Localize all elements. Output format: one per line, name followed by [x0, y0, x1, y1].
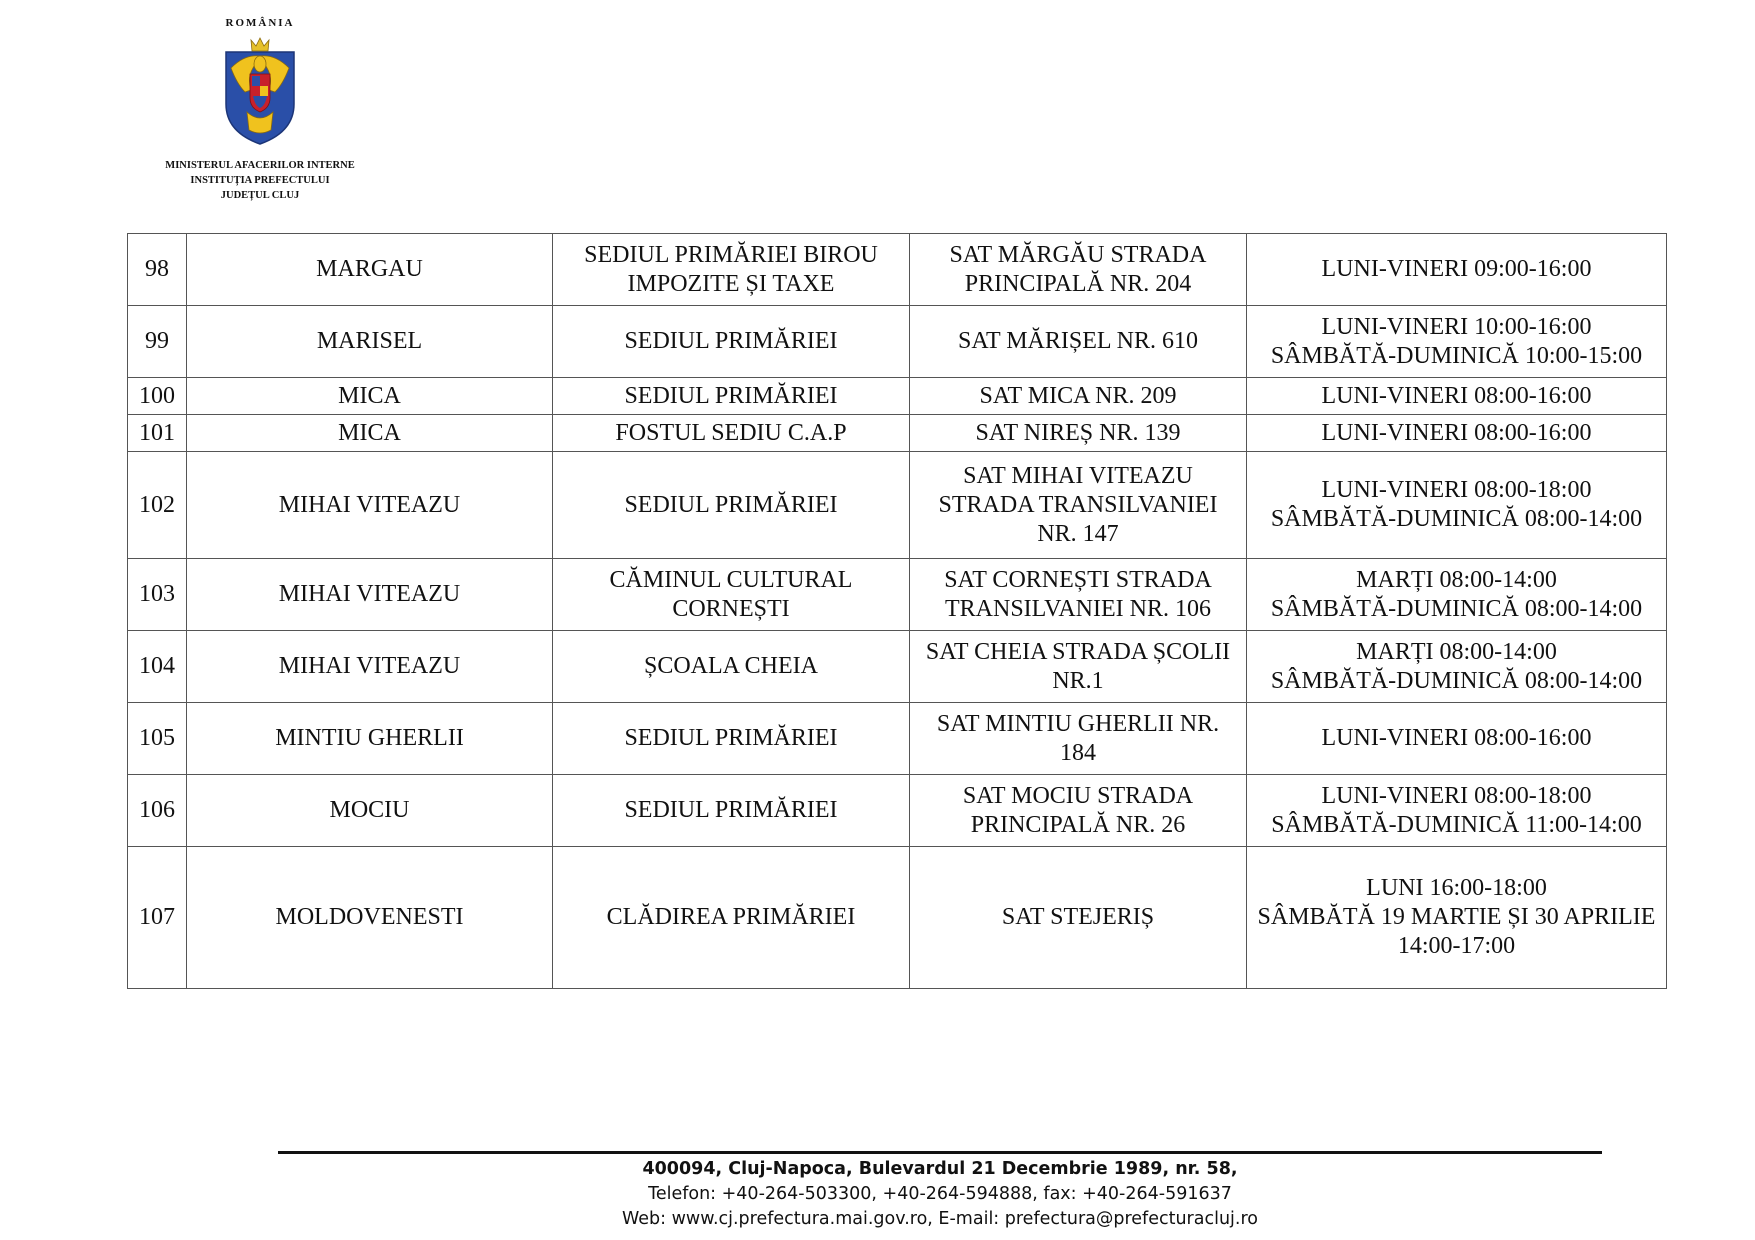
- schedule: MARȚI 08:00-14:00 SÂMBĂTĂ-DUMINICĂ 08:00-14:00: [1247, 559, 1667, 631]
- table-row: [128, 378, 1667, 415]
- address: SAT MIHAI VITEAZU STRADA TRANSILVANIEI NR. 147: [910, 452, 1247, 559]
- locality: MOCIU: [187, 775, 553, 847]
- row-number: 105: [128, 703, 187, 775]
- table-row: [128, 703, 1667, 775]
- address: SAT STEJERIȘ: [910, 847, 1247, 989]
- row-number: 99: [128, 306, 187, 378]
- venue: CLĂDIREA PRIMĂRIEI: [553, 847, 910, 989]
- coat-of-arms-icon: [223, 34, 297, 146]
- venue: FOSTUL SEDIU C.A.P: [553, 415, 910, 452]
- venue: SEDIUL PRIMĂRIEI: [553, 703, 910, 775]
- address: SAT MOCIU STRADA PRINCIPALĂ NR. 26: [910, 775, 1247, 847]
- locality: MARISEL: [187, 306, 553, 378]
- row-number: 103: [128, 559, 187, 631]
- row-number: 104: [128, 631, 187, 703]
- letterhead: [140, 16, 380, 203]
- schedule: LUNI-VINERI 08:00-18:00 SÂMBĂTĂ-DUMINICĂ 11:00-14:00: [1247, 775, 1667, 847]
- schedule: LUNI-VINERI 08:00-16:00: [1247, 703, 1667, 775]
- table-row: [128, 775, 1667, 847]
- venue: ȘCOALA CHEIA: [553, 631, 910, 703]
- schedule: LUNI 16:00-18:00 SÂMBĂTĂ 19 MARTIE ȘI 30 APRILIE 14:00-17:00: [1247, 847, 1667, 989]
- schedule: MARȚI 08:00-14:00 SÂMBĂTĂ-DUMINICĂ 08:00-14:00: [1247, 631, 1667, 703]
- row-number: 106: [128, 775, 187, 847]
- footer-address: 400094, Cluj-Napoca, Bulevardul 21 Decembrie 1989, nr. 58,: [642, 1159, 1238, 1179]
- locality: MIHAI VITEAZU: [187, 452, 553, 559]
- schedule: LUNI-VINERI 08:00-18:00 SÂMBĂTĂ-DUMINICĂ 08:00-14:00: [1247, 452, 1667, 559]
- address: SAT CHEIA STRADA ȘCOLII NR.1: [910, 631, 1247, 703]
- table-row: [128, 306, 1667, 378]
- venue: CĂMINUL CULTURAL CORNEȘTI: [553, 559, 910, 631]
- table-row: [128, 559, 1667, 631]
- row-number: 98: [128, 234, 187, 306]
- table-row: [128, 415, 1667, 452]
- locality: MINTIU GHERLII: [187, 703, 553, 775]
- address: SAT MĂRGĂU STRADA PRINCIPALĂ NR. 204: [910, 234, 1247, 306]
- venue: SEDIUL PRIMĂRIEI: [553, 378, 910, 415]
- locality: MIHAI VITEAZU: [187, 631, 553, 703]
- address: SAT MICA NR. 209: [910, 378, 1247, 415]
- country-name: ROMÂNIA: [225, 17, 295, 29]
- table-row: [128, 234, 1667, 306]
- table-row: [128, 452, 1667, 559]
- schedule: LUNI-VINERI 08:00-16:00: [1247, 378, 1667, 415]
- schedule: LUNI-VINERI 08:00-16:00: [1247, 415, 1667, 452]
- table-row: [128, 631, 1667, 703]
- table-row: [128, 847, 1667, 989]
- row-number: 107: [128, 847, 187, 989]
- locality: MICA: [187, 415, 553, 452]
- locality: MICA: [187, 378, 553, 415]
- row-number: 101: [128, 415, 187, 452]
- locality: MIHAI VITEAZU: [187, 559, 553, 631]
- address: SAT CORNEȘTI STRADA TRANSILVANIEI NR. 106: [910, 559, 1247, 631]
- address: SAT NIREȘ NR. 139: [910, 415, 1247, 452]
- venue: SEDIUL PRIMĂRIEI: [553, 775, 910, 847]
- schedule: LUNI-VINERI 10:00-16:00 SÂMBĂTĂ-DUMINICĂ 10:00-15:00: [1247, 306, 1667, 378]
- row-number: 102: [128, 452, 187, 559]
- footer-phones: Telefon: +40-264-503300, +40-264-594888, fax: +40-264-591637: [648, 1184, 1232, 1204]
- footer-contact: [278, 1151, 1602, 1232]
- row-number: 100: [128, 378, 187, 415]
- venue: SEDIUL PRIMĂRIEI: [553, 452, 910, 559]
- locations-table: [127, 233, 1667, 989]
- ministry-name: MINISTERUL AFACERILOR INTERNE INSTITUȚIA PREFECTULUI JUDEȚUL CLUJ: [165, 160, 355, 201]
- locality: MARGAU: [187, 234, 553, 306]
- footer-web: Web: www.cj.prefectura.mai.gov.ro, E-mail: prefectura@prefecturacluj.ro: [622, 1209, 1258, 1229]
- venue: SEDIUL PRIMĂRIEI BIROU IMPOZITE ȘI TAXE: [553, 234, 910, 306]
- address: SAT MĂRIȘEL NR. 610: [910, 306, 1247, 378]
- venue: SEDIUL PRIMĂRIEI: [553, 306, 910, 378]
- address: SAT MINTIU GHERLII NR. 184: [910, 703, 1247, 775]
- locality: MOLDOVENESTI: [187, 847, 553, 989]
- schedule: LUNI-VINERI 09:00-16:00: [1247, 234, 1667, 306]
